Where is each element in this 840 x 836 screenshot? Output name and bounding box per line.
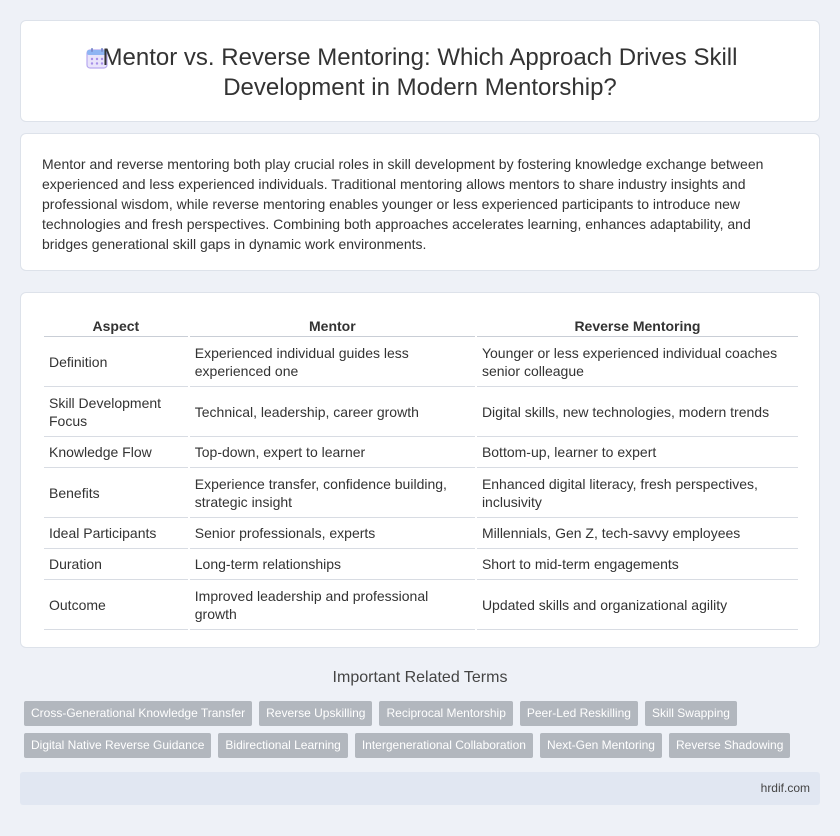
related-term-tag[interactable]: Bidirectional Learning: [218, 733, 347, 758]
tag-row: [24, 733, 824, 758]
footer-site-link[interactable]: hrdif.com: [760, 781, 810, 795]
table-cell: Duration: [44, 549, 188, 580]
intro-card: [20, 133, 820, 271]
related-term-tag[interactable]: Skill Swapping: [645, 701, 737, 726]
table-cell: Digital skills, new technologies, modern trends: [477, 387, 798, 437]
table-header-row: [44, 315, 798, 337]
table-cell: Ideal Participants: [44, 518, 188, 549]
page-title-line-2: Development in Modern Mentorship?: [223, 74, 617, 101]
header-mentor: Mentor: [190, 315, 475, 337]
title-card: [20, 20, 820, 122]
tag-row: [24, 701, 824, 726]
table-cell: Definition: [44, 337, 188, 387]
table-cell: Skill Development Focus: [44, 387, 188, 437]
related-term-tag[interactable]: Next-Gen Mentoring: [540, 733, 662, 758]
header-reverse-mentoring: Reverse Mentoring: [477, 315, 798, 337]
table-cell: Experience transfer, confidence building, strategic insight: [190, 468, 475, 518]
table-cell: Technical, leadership, career growth: [190, 387, 475, 437]
related-term-tag[interactable]: Peer-Led Reskilling: [520, 701, 638, 726]
table-cell: Top-down, expert to learner: [190, 437, 475, 468]
related-terms-title: Important Related Terms: [332, 669, 508, 686]
table-cell: Senior professionals, experts: [190, 518, 475, 549]
related-term-tag[interactable]: Reciprocal Mentorship: [379, 701, 512, 726]
table-row: [44, 518, 798, 549]
related-terms: [24, 701, 824, 765]
table-cell: Younger or less experienced individual coaches senior colleague: [477, 337, 798, 387]
comparison-table: [42, 315, 800, 630]
related-term-tag[interactable]: Intergenerational Collaboration: [355, 733, 533, 758]
table-cell: Outcome: [44, 580, 188, 630]
page-title-line-1: Mentor vs. Reverse Mentoring: Which Approach Drives Skill: [102, 44, 738, 71]
table-cell: Updated skills and organizational agility: [477, 580, 798, 630]
footer: [20, 772, 820, 805]
table-cell: Bottom-up, learner to expert: [477, 437, 798, 468]
related-term-tag[interactable]: Reverse Shadowing: [669, 733, 790, 758]
table-row: [44, 468, 798, 518]
table-row: [44, 387, 798, 437]
comparison-card: [20, 292, 820, 648]
table-row: [44, 437, 798, 468]
table-row: [44, 580, 798, 630]
table-cell: Improved leadership and professional growth: [190, 580, 475, 630]
related-term-tag[interactable]: Reverse Upskilling: [259, 701, 372, 726]
related-term-tag[interactable]: Cross-Generational Knowledge Transfer: [24, 701, 252, 726]
page-title: [21, 43, 819, 103]
table-cell: Millennials, Gen Z, tech-savvy employees: [477, 518, 798, 549]
table-cell: Knowledge Flow: [44, 437, 188, 468]
table-cell: Experienced individual guides less experienced one: [190, 337, 475, 387]
table-cell: Enhanced digital literacy, fresh perspectives, inclusivity: [477, 468, 798, 518]
table-cell: Short to mid-term engagements: [477, 549, 798, 580]
related-term-tag[interactable]: Digital Native Reverse Guidance: [24, 733, 211, 758]
intro-paragraph: Mentor and reverse mentoring both play crucial roles in skill development by fostering knowledge exchange between experienced and less experienced individuals. Traditional mentoring allows mentors to share industry insights and professional wisdom, while reverse mentoring enables younger or less experienced participants to introduce new technologies and fresh perspectives. Combining both approaches accelerates learning, enhances adaptability, and bridges generational skill gaps in dynamic work environments.: [42, 156, 764, 252]
table-cell: Benefits: [44, 468, 188, 518]
header-aspect: Aspect: [44, 315, 188, 337]
table-row: [44, 549, 798, 580]
table-row: [44, 337, 798, 387]
table-cell: Long-term relationships: [190, 549, 475, 580]
